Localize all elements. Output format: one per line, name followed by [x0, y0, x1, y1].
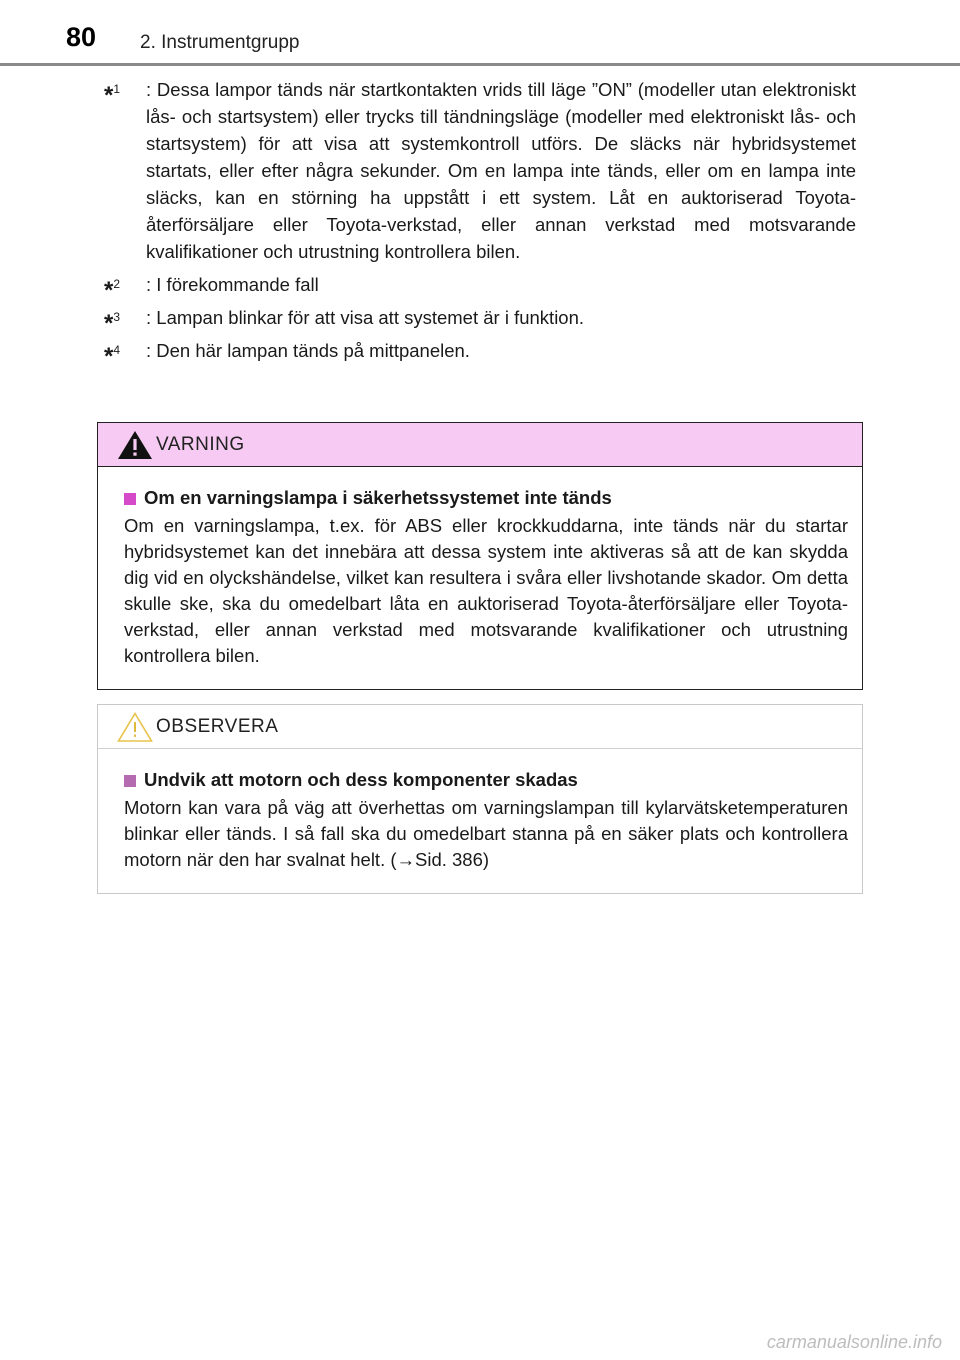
caution-title: OBSERVERA	[156, 716, 279, 737]
footnote-marker: *$^3$	[104, 310, 121, 338]
watermark: carmanualsonline.info	[766, 1332, 942, 1352]
caution-box	[97, 704, 863, 894]
chapter-title: 2. Instrumentgrupp	[140, 32, 300, 53]
warning-title: VARNING	[156, 434, 245, 455]
footnote-text: : Den här lampan tänds på mittpanelen.	[146, 340, 470, 361]
footnote-marker: *$^2$	[104, 277, 121, 305]
warning-triangle-icon	[116, 429, 154, 461]
footnote-2	[104, 271, 856, 305]
footnote-1	[104, 76, 856, 265]
footnotes	[104, 76, 856, 370]
page-number: 80	[66, 22, 97, 52]
footnote-marker: *$^4$	[104, 343, 121, 371]
square-bullet-icon	[124, 775, 136, 787]
footnote-marker: *$^1$	[104, 82, 121, 110]
caution-header	[98, 705, 862, 749]
footnote-text: : Lampan blinkar för att visa att systemet är i funktion.	[146, 307, 585, 328]
caution-triangle-icon	[116, 711, 154, 743]
warning-item-text: Om en varningslampa, t.ex. för ABS eller krockkuddarna, inte tänds när du startar hybridsystemet kan det innebära att dessa system inte aktiveras så att de kan skydda dig vid en olyckshändelse, vilket kan resultera i svåra eller livshotande skador. Om detta skulle ske, ska du omedelbart låta en auktoriserad Toyota-återförsäljare eller Toyota-verkstad, eller annan verkstad med motsvarande kvalifikationer och utrustning kontrollera bilen.	[124, 515, 848, 666]
warning-box	[97, 422, 863, 690]
footnote-text: : Dessa lampor tänds när startkontakten vrids till läge ”ON” (modeller utan elektroniskt lås- och startsystem) eller trycks till tändningsläge (modeller med elektroniskt lås- och startsystem) för att visa att systemkontroll utförs. De släcks när hybridsystemet startats, eller efter några sekunder. Om en lampa inte tänds, eller om en lampa inte släcks, kan en störning ha uppstått i ett system. Låt en auktoriserad Toyota-återförsäljare eller Toyota-verkstad, eller annan verkstad med motsvarande kvalifikationer och utrustning kontrollera bilen.	[146, 79, 856, 262]
page-header	[0, 0, 960, 66]
caution-item-title: Undvik att motorn och dess komponenter skadas	[124, 767, 848, 793]
header-divider	[0, 63, 960, 66]
warning-body	[98, 467, 862, 669]
footnote-text: : I förekommande fall	[146, 274, 319, 295]
warning-item-title: Om en varningslampa i säkerhetssystemet inte tänds	[124, 485, 848, 511]
caution-body	[98, 749, 862, 873]
footnote-3	[104, 304, 856, 338]
square-bullet-icon	[124, 493, 136, 505]
footnote-4	[104, 337, 856, 371]
warning-header	[98, 423, 862, 467]
caution-item-text: Motorn kan vara på väg att överhettas om varningslampan till kylarvätsketemperaturen blinkar eller tänds. I så fall ska du omedelbart stanna på en säker plats och kontrollera motorn när den har svalnat helt. (→Sid. 386)	[124, 797, 848, 870]
